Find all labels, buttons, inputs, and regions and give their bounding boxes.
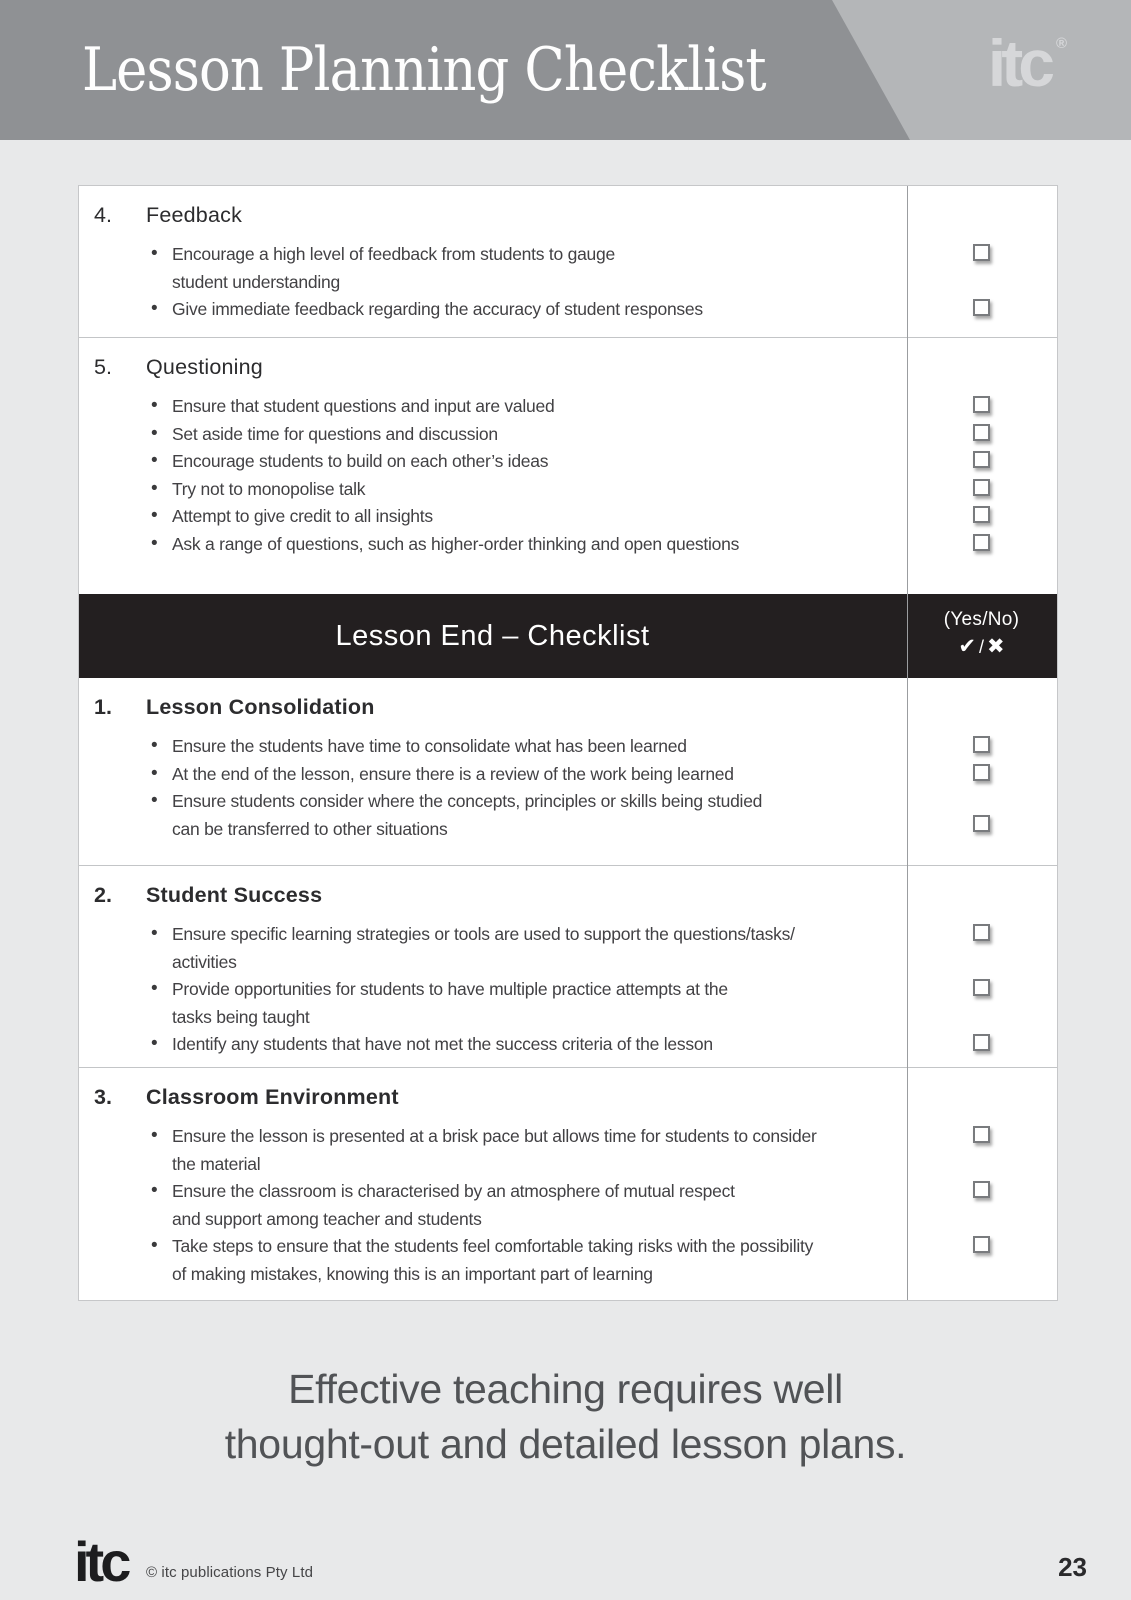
section-classroom-environment xyxy=(79,1068,1057,1300)
checkbox-cell xyxy=(906,448,1057,476)
item-checkbox[interactable] xyxy=(973,534,990,551)
checkbox-cell xyxy=(906,476,1057,504)
section-heading-row xyxy=(79,695,906,720)
content-panel xyxy=(78,185,1058,1301)
checkbox-cell xyxy=(906,241,1057,296)
checkbox-cell xyxy=(906,503,1057,531)
closing-quote xyxy=(0,1362,1131,1472)
checkbox-cell xyxy=(906,921,1057,976)
banner-yes-no xyxy=(906,607,1057,665)
section-number: 3. xyxy=(94,1085,112,1109)
cross-icon: ✖ xyxy=(987,634,1005,658)
checkbox-cell xyxy=(906,733,1057,761)
section-lesson-consolidation xyxy=(79,678,1057,866)
item-checkbox[interactable] xyxy=(973,1236,990,1253)
checkbox-cell xyxy=(906,1233,1057,1288)
checklist-item: • Try not to monopolise talk xyxy=(79,476,906,504)
item-checkbox[interactable] xyxy=(973,299,990,316)
checklist-item: • Ask a range of questions, such as higher-order thinking and open questions xyxy=(79,531,906,559)
section-heading: Lesson Consolidation xyxy=(146,695,375,719)
item-checkbox[interactable] xyxy=(973,979,990,996)
checkbox-cell xyxy=(906,761,1057,789)
checklist-item: • Encourage students to build on each other’s ideas xyxy=(79,448,906,476)
item-checkbox[interactable] xyxy=(973,1034,990,1051)
checkbox-cell xyxy=(906,296,1057,324)
slash-separator: / xyxy=(978,636,984,657)
section-number: 1. xyxy=(94,695,112,719)
item-checkbox[interactable] xyxy=(973,244,990,261)
banner-title: Lesson End – Checklist xyxy=(335,619,650,652)
item-checkbox[interactable] xyxy=(973,396,990,413)
page-number: 23 xyxy=(1058,1552,1087,1582)
section-heading-row xyxy=(79,883,906,908)
checkbox-column-divider xyxy=(907,186,908,1300)
item-checkbox[interactable] xyxy=(973,924,990,941)
section-questioning xyxy=(79,338,1057,594)
checklist-item: • At the end of the lesson, ensure there is a review of the work being learned xyxy=(79,761,906,789)
section-heading-row xyxy=(79,355,906,380)
section-heading-row xyxy=(79,1085,906,1110)
section-heading: Classroom Environment xyxy=(146,1085,399,1109)
quote-line-2: thought-out and detailed lesson plans. xyxy=(224,1421,907,1467)
lesson-end-banner xyxy=(79,594,1057,678)
item-checkbox[interactable] xyxy=(973,1126,990,1143)
checklist-item: • Ensure that student questions and input are valued xyxy=(79,393,906,421)
checkbox-cell xyxy=(906,976,1057,1031)
check-icon: ✔ xyxy=(958,634,976,658)
checkbox-cell xyxy=(906,1031,1057,1059)
checklist-item: • Ensure students consider where the concepts, principles or skills being studied can be transferred to other situations xyxy=(79,788,906,843)
itc-logo-header xyxy=(987,26,1067,100)
checklist-sections xyxy=(79,186,1057,1300)
checklist-item: • Take steps to ensure that the students feel comfortable taking risks with the possibility of making mistakes, knowing this is an important part of learning xyxy=(79,1233,906,1288)
header-band xyxy=(0,0,1131,140)
registered-trademark-icon: ® xyxy=(1055,35,1067,52)
section-feedback xyxy=(79,186,1057,338)
item-checkbox[interactable] xyxy=(973,764,990,781)
itc-logo-text: itc xyxy=(987,26,1050,100)
checkbox-cell xyxy=(906,393,1057,421)
yes-no-label: (Yes/No) xyxy=(943,609,1020,630)
section-number: 2. xyxy=(94,883,112,907)
item-checkbox[interactable] xyxy=(973,506,990,523)
item-checkbox[interactable] xyxy=(973,479,990,496)
checkbox-cell xyxy=(906,421,1057,449)
itc-logo-footer: itc xyxy=(74,1530,128,1593)
checklist-item: • Encourage a high level of feedback from students to gauge student understanding xyxy=(79,241,906,296)
section-number: 5. xyxy=(94,355,112,379)
section-number: 4. xyxy=(94,203,112,227)
section-student-success xyxy=(79,866,1057,1068)
section-heading: Feedback xyxy=(146,203,243,227)
item-checkbox[interactable] xyxy=(973,736,990,753)
checkbox-cell xyxy=(906,531,1057,559)
checklist-item: • Set aside time for questions and discussion xyxy=(79,421,906,449)
section-heading-row xyxy=(79,203,906,228)
item-checkbox[interactable] xyxy=(973,424,990,441)
item-checkbox[interactable] xyxy=(973,1181,990,1198)
item-checkbox[interactable] xyxy=(973,451,990,468)
checklist-item: • Ensure the lesson is presented at a brisk pace but allows time for students to consider the material xyxy=(79,1123,906,1178)
checklist-item: • Give immediate feedback regarding the accuracy of student responses xyxy=(79,296,906,324)
checklist-item: • Ensure the classroom is characterised by an atmosphere of mutual respect and support among teacher and students xyxy=(79,1178,906,1233)
item-checkbox[interactable] xyxy=(973,815,990,832)
checklist-item: • Ensure the students have time to consolidate what has been learned xyxy=(79,733,906,761)
section-heading: Questioning xyxy=(146,355,263,379)
checkbox-cell xyxy=(906,1178,1057,1233)
checklist-item: • Identify any students that have not met the success criteria of the lesson xyxy=(79,1031,906,1059)
checkbox-cell xyxy=(906,788,1057,843)
checkbox-cell xyxy=(906,1123,1057,1178)
checklist-item: • Attempt to give credit to all insights xyxy=(79,503,906,531)
checklist-item: • Ensure specific learning strategies or tools are used to support the questions/tasks/ activities xyxy=(79,921,906,976)
check-cross-marks xyxy=(906,633,1057,661)
checklist-item: • Provide opportunities for students to have multiple practice attempts at the tasks being taught xyxy=(79,976,906,1031)
copyright-text: © itc publications Pty Ltd xyxy=(146,1564,314,1581)
page-title: Lesson Planning Checklist xyxy=(82,35,766,105)
quote-line-1: Effective teaching requires well xyxy=(288,1366,843,1412)
section-heading: Student Success xyxy=(146,883,323,907)
